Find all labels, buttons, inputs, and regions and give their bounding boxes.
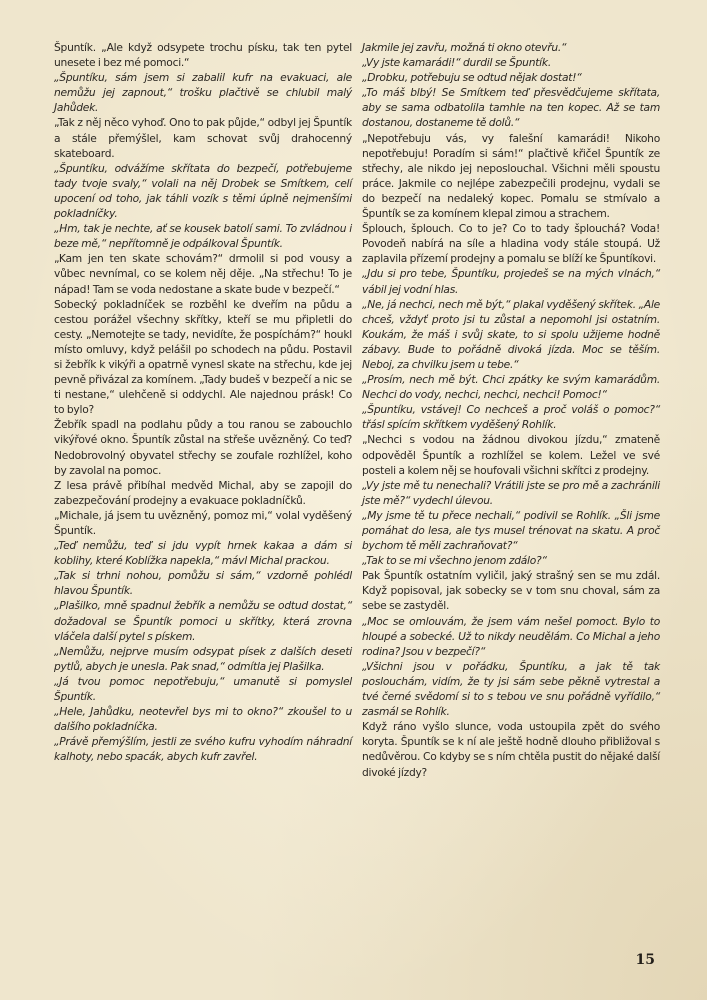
paragraph: „Špuntíku, vstávej! Co nechceš a proč voláš o pomoc?“ třásl spícím skřítkem vyděšený Rohlík. bbox=[362, 403, 660, 432]
paragraph: „Špuntíku, odvážíme skřítata do bezpečí, potřebujeme tady tvoje svaly,“ volali na něj Drobek se Smítkem, celí upocení od toho, jak táhli vozík s těmi úplně nejmenšími pokladníčky. bbox=[54, 161, 352, 221]
paragraph: „My jsme tě tu přece nechali,“ podivil se Rohlík. „Šli jsme pomáhat do lesa, ale tys musel trénovat na skatu. A proč bychom tě měli zachraňovat?“ bbox=[362, 508, 660, 553]
paragraph: „Ne, já nechci, nech mě být,“ plakal vyděšený skřítek. „Ale chceš, vždyť proto jsi tu zůstal a nepomohl jsi ostatním. Koukám, že máš i svůj skate, to si spolu užijeme hodně zábavy. Bude to pořádně divoká jízda. Moc se těším. Neboj, za chvilku jsem u tebe.“ bbox=[362, 297, 660, 371]
paragraph: „Nemůžu, nejprve musím odsypat písek z dalších deseti pytlů, abych je unesla. Pak snad,“ odmítla jej Plašilka. bbox=[54, 644, 352, 673]
paragraph: Pak Špuntík ostatním vyličil, jaký strašný sen se mu zdál. Když popisoval, jak sobecky se v tom snu choval, sám za sebe se zastyděl. bbox=[362, 569, 660, 613]
paragraph: „Špuntíku, sám jsem si zabalil kufr na evakuaci, ale nemůžu jej zapnout,“ trošku plačtivě se chlubil malý Jahůdek. bbox=[54, 71, 352, 115]
paragraph: „Hm, tak je nechte, ať se kousek batolí sami. To zvládnou i beze mě,“ nepřítomně je odpálkoval Špuntík. bbox=[54, 222, 352, 251]
paragraph: „Vy jste mě tu nenechali? Vrátili jste se pro mě a zachránili jste mě?“ vydechl úlevou. bbox=[362, 478, 660, 507]
paragraph: Šplouch, šplouch. Co to je? Co to tady šplouchá? Voda! Povodeň nabírá na síle a hladina vody stále stoupá. Už zaplavila přízemí prodejny a pomalu se blíží ke Špuntíkovi. bbox=[362, 222, 660, 266]
paragraph: „Plašilko, mně spadnul žebřík a nemůžu se odtud dostat,“ dožadoval se Špuntík pomoci u skřítky, která zrovna vláčela další pytel s pískem. bbox=[54, 599, 352, 643]
paragraph: „Nepotřebuju vás, vy falešní kamarádi! Nikoho nepotřebuju! Poradím si sám!“ plačtivě křičel Špuntík ze střechy, ale nikdo jej neposlouchal. Všichni měli spoustu práce. Jakmile co nejlépe zabezpečili prodejnu, vydali se do bezpečí na nedaleký kopec. Pomalu se stmívalo a Špuntík se za komínem klepal zimou a strachem. bbox=[362, 131, 660, 221]
paragraph: „To máš blbý! Se Smítkem teď přesvědčujeme skřítata, aby se sama odbatolila tamhle na ten kopec. Až se tam dostanou, dostaneme tě dolů.“ bbox=[362, 86, 660, 130]
paragraph: „Tak z něj něco vyhoď. Ono to pak půjde,“ odbyl jej Špuntík a stále přemýšlel, kam schovat svůj drahocenný skateboard. bbox=[54, 116, 352, 160]
paragraph: Špuntík. „Ale když odsypete trochu písku, tak ten pytel unesete i bez mé pomoci.“ bbox=[54, 41, 352, 70]
paragraph: „Drobku, potřebuju se odtud nějak dostat!“ bbox=[362, 71, 582, 85]
paragraph: „Právě přemýšlím, jestli ze svého kufru vyhodím náhradní kalhoty, nebo spacák, abych kufr zavřel. bbox=[54, 735, 352, 764]
paragraph: Když ráno vyšlo slunce, voda ustoupila zpět do svého koryta. Špuntík se k ní ale ještě hodně dlouho přibližoval s nedůvěrou. Co kdyby se s ním chtěla pustit do nějaké další divoké jízdy? bbox=[362, 720, 660, 779]
paragraph: „Moc se omlouvám, že jsem vám nešel pomoct. Bylo to hloupé a sobecké. Už to nikdy neudělám. Co Michal a jeho rodina? Jsou v bezpečí?“ bbox=[362, 614, 660, 658]
paragraph: Žebřík spadl na podlahu půdy a tou ranou se zabouchlo vikýřové okno. Špuntík zůstal na střeše uvězněný. Co teď? Nedobrovolný obyvatel střechy se zoufale rozhlížel, koho by zavolal na pomoc. bbox=[54, 418, 352, 477]
paragraph: „Všichni jsou v pořádku, Špuntíku, a jak tě tak poslouchám, vidím, že ty jsi sám sebe pěkně vytrestal a tvé černé svědomí si to s tebou ve snu pořádně vyřídilo,“ zasmál se Rohlík. bbox=[362, 659, 660, 719]
page-number: 15 bbox=[635, 952, 655, 968]
paragraph: „Tak si trhni nohou, pomůžu si sám,“ vzdorně pohlédl hlavou Špuntík. bbox=[54, 569, 352, 598]
paragraph: „Nechci s vodou na žádnou divokou jízdu,“ zmateně odpověděl Špuntík a rozhlížel se kolem. Ležel ve své posteli a kolem něj se houfovali všichni skřítci z prodejny. bbox=[362, 433, 660, 477]
paragraph: „Michale, já jsem tu uvězněný, pomoz mi,“ volal vyděšený Špuntík. bbox=[54, 508, 352, 537]
paragraph: „Teď nemůžu, teď si jdu vypít hrnek kakaa a dám si koblihy, které Koblížka napekla,“ mávl Michal prackou. bbox=[54, 539, 352, 568]
paragraph: „Prosím, nech mě být. Chci zpátky ke svým kamarádům. Nechci do vody, nechci, nechci, nechci! Pomoc!“ bbox=[362, 373, 660, 402]
text-column-left bbox=[54, 40, 352, 765]
paragraph: „Hele, Jahůdku, neotevřel bys mi to okno?“ zkoušel to u dalšího pokladníčka. bbox=[54, 705, 352, 734]
paragraph: „Kam jen ten skate schovám?“ drmolil si pod vousy a vůbec nevnímal, co se kolem něj děje. „Na střechu! To je nápad! Tam se voda nedostane a skate bude v bezpečí.“ bbox=[54, 252, 352, 296]
paragraph: Z lesa právě přibíhal medvěd Michal, aby se zapojil do zabezpečování prodejny a evakuace pokladníčků. bbox=[54, 478, 352, 507]
text-column-right bbox=[362, 40, 660, 780]
paragraph: Jakmile jej zavřu, možná ti okno otevřu.“ bbox=[362, 41, 567, 54]
paragraph: „Jdu si pro tebe, Špuntíku, projedeš se na mých vlnách,“ vábil jej vodní hlas. bbox=[362, 267, 660, 296]
paragraph: „Tak to se mi všechno jenom zdálo?“ bbox=[362, 554, 547, 568]
paragraph: „Já tvou pomoc nepotřebuju,“ umanutě si pomyslel Špuntík. bbox=[54, 674, 352, 704]
paragraph: „Vy jste kamarádi!“ durdil se Špuntík. bbox=[362, 56, 551, 70]
paragraph: Sobecký pokladníček se rozběhl ke dveřím na půdu a cestou porážel všechny skřítky, kteří se mu připletli do cesty. „Nemotejte se tady, nevidíte, že pospíchám?“ houkl místo omluvy, když pelášil po schodech na půdu. Postavil si žebřík k vikýři a opatrně vynesl skate na střechu, kde jej pevně přivázal za komínem. „Tady budeš v bezpečí a nic se ti nestane,“ ulehčeně si oddychl. Ale najednou prásk! Co to bylo? bbox=[54, 297, 352, 417]
